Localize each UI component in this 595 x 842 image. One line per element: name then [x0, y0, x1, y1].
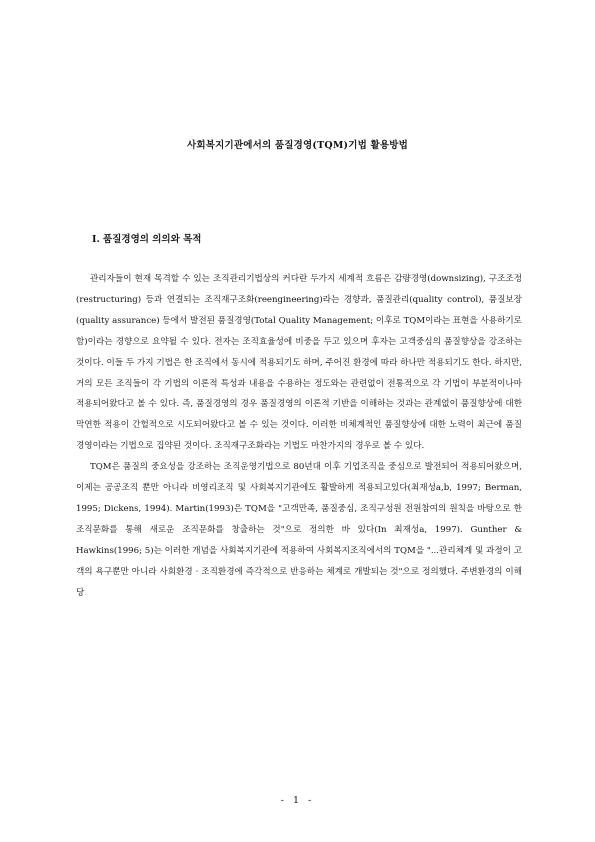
section-heading: Ⅰ. 품질경영의 의의와 목적 [92, 234, 202, 245]
document-title: 사회복지기관에서의 품질경영(TQM)기법 활용방법 [186, 140, 409, 151]
paragraph-2: TQM은 품질의 중요성을 강조하는 조직운영기법으로 80년대 이후 기업조직을 중심으로 발전되어 적용되어왔으며, 이제는 공공조직 뿐만 아니라 비영리조직 및 사회복지기관에도 활발하게 적용되고있다(최재성a,b, 1997; Berman, 1995; Dickens, 1994). Martin(1993)은 TQM을 "고객만족, 품질중심, 조직구성원 전원참여의 원칙을 바탕으로 한 조직문화를 통해 새로운 조직문화를 창출하는 것"으로 정의한 바 있다(In 최재성a, 1997). Gunther & Hawkins(1996; 5)는 이러한 개념을 사회복지기관에 적용하여 사회복지조직에서의 TQM을 "...관리체계 및 과정이 고객의 욕구뿐만 아니라 사회환경 · 조직환경에 즉각적으로 반응하는 체계로 개발되는 것"으로 정의했다. 주변환경의 이해당 [76, 462, 522, 598]
paragraph-1: 관리자들이 현재 목격할 수 있는 조직관리기법상의 커다란 두가지 세계적 흐름은 감량경영(downsizing), 구조조정(restructuring) 등과 연결되는 조직재구조화(reengineering)라는 경향과, 품질관리(quality control), 품질보장(quality assurance) 등에서 발전된 품질경영(Total Quality Management; 이후로 TQM이라는 표현을 사용하기로 함)이라는 경향으로 요약될 수 있다. 전자는 조직효율성에 비중을 두고 있으며 후자는 고객중심의 품질향상을 강조하는 것이다. 이들 두 가지 기법은 한 조직에서 동시에 적용되기도 하며, 주어진 환경에 따라 하나만 적용되기도 한다. 하지만, 거의 모든 조직들이 각 기법의 이론적 특성과 내용을 수용하는 정도와는 관련없이 전통적으로 각 기법이 부분적이나마 적용되어왔다고 볼 수 있다. 즉, 품질경영의 경우 품질경영의 이론적 기반을 이해하는 것과는 관계없이 품질향상에 대한 막연한 적용이 간헐적으로 시도되어왔다고 볼 수 있는 것이다. 이러한 비체계적인 품질향상에 대한 노력이 최근에 품질경영이라는 기법으로 집약된 것이다. 조직재구조화라는 기법도 마찬가지의 경우로 볼 수 있다. [76, 274, 522, 452]
page-number: - 1 - [280, 795, 315, 806]
body-text [76, 269, 522, 604]
